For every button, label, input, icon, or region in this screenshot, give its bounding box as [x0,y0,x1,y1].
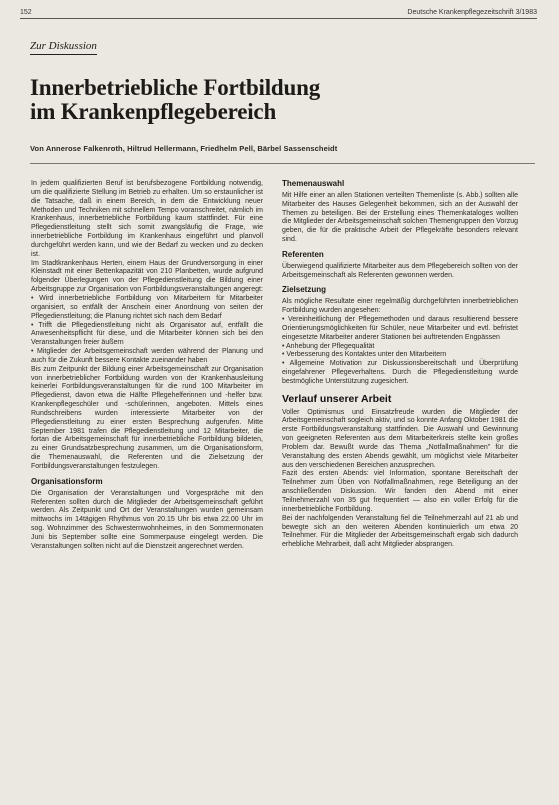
subheading-organisationsform: Organisationsform [31,476,103,486]
paragraph: Voller Optimismus und Einsatzfreude wurden die Mitglieder der Arbeitsgemeinschaft sogleich aktiv, und so konnte Anfang Oktober 1981 die erste Fortbildungsveranstaltung stattfinden. Die Auswahl und Gewinnung von geeigneten Referenten aus dem Mitarbeiterkreis stellte kein großes Problem dar. Bewußt wurde das Thema „Notfallmaßnahmen" für die Veranstaltung des ersten Abends gewählt, um möglichst viele Mitarbeiter aus den verschiedenen Bereichen anzusprechen. [282,408,518,469]
bullet-item: • Allgemeine Motivation zur Diskussionsbereitschaft und Überprüfung eingefahrener Pflegeverhaltens. Durch die Pflegedienstleitung wurde bestmögliche Unterstützung zugesichert. [282,360,518,385]
paragraph: Bei der nachfolgenden Veranstaltung fiel die Teilnehmerzahl auf 21 ab und bewegte sich an den weiteren Abenden kontinuierlich um etwa 20 Teilnehmer. Für die Mitglieder der Arbeitsgemeinschaft ergab sich dadurch erhebliche Mehrarbeit, daß acht Mitglieder absprangen. [282,514,518,549]
paragraph: Fazit des ersten Abends: viel Information, spontane Bereitschaft der Teilnehmer zum Üben von Notfallmaßnahmen, rege Beteiligung an der anschließenden Diskussion. Wir fanden den Abend mit einer Teilnehmerzahl von 35 gut frequentiert — also ein voller Erfolg für die innerbetriebliche Fortbildung. [282,470,518,513]
subheading-referenten: Referenten [282,249,324,259]
page-number: 152 [20,9,32,16]
paragraph: Die Organisation der Veranstaltungen und Vorgespräche mit den Referenten sollten durch die Mitglieder der Arbeitsgemeinschaft geführt werden. Als Zeitpunkt und Ort der Veranstaltungen wurden gemeinsam mittwochs im 14tägigen Rhythmus von 20.15 Uhr bis etwa 22.00 Uhr im sog. Wohnzimmer des Schwesternwohnheimes, in den Sommermonaten Juni bis September sollte eine Sommerpause eingelegt werden. Die Veranstaltungen sollten nicht auf die Dienstzeit angerechnet werden. [31,489,263,550]
subheading-zielsetzung: Zielsetzung [282,285,327,295]
right-column [282,180,518,550]
left-column [31,180,263,552]
heading-verlauf: Verlauf unserer Arbeit [282,392,392,405]
running-header [20,9,537,19]
bullet-item: • Wird innerbetriebliche Fortbildung von Mitarbeitern für Mitarbeiter organisiert, so entfällt der Anschein einer Anordnung von seiten der Pflegedienstleitung; die Planung richtet sich nach dem Bedarf [31,294,263,320]
bullet-item: • Mitglieder der Arbeitsgemeinschaft werden während der Planung und auch für die Zukunft bessere Kontakte zueinander haben [31,348,263,364]
title-line-2: im Krankenpflegebereich [30,99,277,124]
paragraph: Bis zum Zeitpunkt der Bildung einer Arbeitsgemeinschaft zur Organisation von innerbetrieblicher Fortbildung wurden von der Krankenhausleitung keinerlei Fortbildungsveranstaltungen für die rund 100 Mitarbeiter im Pflegedienst, davon etwa die Hälfte Pflegehelferinnen und -helfer bzw. Krankenpflegeschüler und -schülerinnen, angeboten. Mittels eines Rundschreibens wurden interessierte Mitarbeiter von der Pflegedienstleitung zu einer ersten Besprechung aufgerufen. Mitte September 1981 trafen die Pflegedienstleitung und 12 Mitarbeiter, die fortan die Arbeitsgemeinschaft für innerbetriebliche Fortbildung bildeten, zu einer Grundsatzbesprechung zusammen, um die Organisationsform, die Themenauswahl, die Referenten und die Zielsetzung der Fortbildungsveranstaltungen festzulegen. [31,365,263,470]
article-title [30,76,530,124]
paragraph: Im Stadtkrankenhaus Herten, einem Haus der Grundversorgung in einer Kleinstadt mit einer Bettenkapazität von 210 Planbetten, wurde aufgrund folgender Überlegungen von der Pflegedienstleitung die Bildung einer Arbeitsgruppe zur Organisation von Fortbildungsveranstaltungen angeregt: [31,259,263,294]
paragraph: Überwiegend qualifizierte Mitarbeiter aus dem Pflegebereich sollten von der Arbeitsgemeinschaft als Referenten gewonnen werden. [282,262,518,279]
subheading-themenauswahl: Themenauswahl [282,179,345,188]
paragraph: Mit Hilfe einer an allen Stationen verteilten Themenliste (s. Abb.) sollten alle Mitarbeiter des Hauses Gelegenheit bekommen, sich an der Auswahl der Themen zu beteiligen. Bei der Erstellung eines Themenkataloges wollten die Mitglieder der Arbeitsgemeinschaft solchen Themengruppen den Vorzug geben, die für die praktische Arbeit der Pflegekräfte besonders relevant sind. [282,191,518,244]
bullet-item: • Verbesserung des Kontaktes unter den Mitarbeitern [282,351,447,359]
divider [30,163,535,164]
section-label: Zur Diskussion [30,40,97,55]
bullet-item: • Trifft die Pflegedienstleitung nicht als Organisator auf, entfällt die Anwesenheitspflicht für diese, und die Mitarbeiter können sich bei den Veranstaltungen freier äußern [31,321,263,347]
paragraph: Als mögliche Resultate einer regelmäßig durchgeführten innerbetrieblichen Fortbildung wurden angesehen: [282,298,518,315]
bullet-item: • Anhebung der Pflegequalität [282,342,375,350]
article-authors: Von Annerose Falkenroth, Hiltrud Hellermann, Friedhelm Pell, Bärbel Sassenscheidt [30,144,338,153]
title-line-1: Innerbetriebliche Fortbildung [30,75,321,100]
paragraph: In jedem qualifizierten Beruf ist berufsbezogene Fortbildung notwendig, um die qualifizierte Stellung im Betrieb zu erhalten. Um so erstaunlicher ist die Tatsache, daß in einem Bereich, in dem die Entwicklung neuer Methoden und Techniken mit schnellem Tempo voranschreitet, nämlich im Krankenhaus, innerbetriebliche Fortbildung kaum stattfindet. Für eine Pflegedienstleitung stellt sich somit zwangsläufig die Frage, wie innerbetriebliche Fortbildung im Krankenhaus eingeführt und planvoll durchgeführt werden kann, und wie der Bedarf zu wecken und zu decken ist. [31,180,263,258]
journal-name: Deutsche Krankenpflegezeitschrift 3/1983 [407,9,537,16]
bullet-item: • Vereinheitlichung der Pflegemethoden und daraus resultierend bessere Orientierungsmöglichkeiten für Schüler, neue Mitarbeiter und evtl. befristet eingesetzte Mitarbeiter anderer Stationen bei auftretenden Engpässen [282,315,518,341]
